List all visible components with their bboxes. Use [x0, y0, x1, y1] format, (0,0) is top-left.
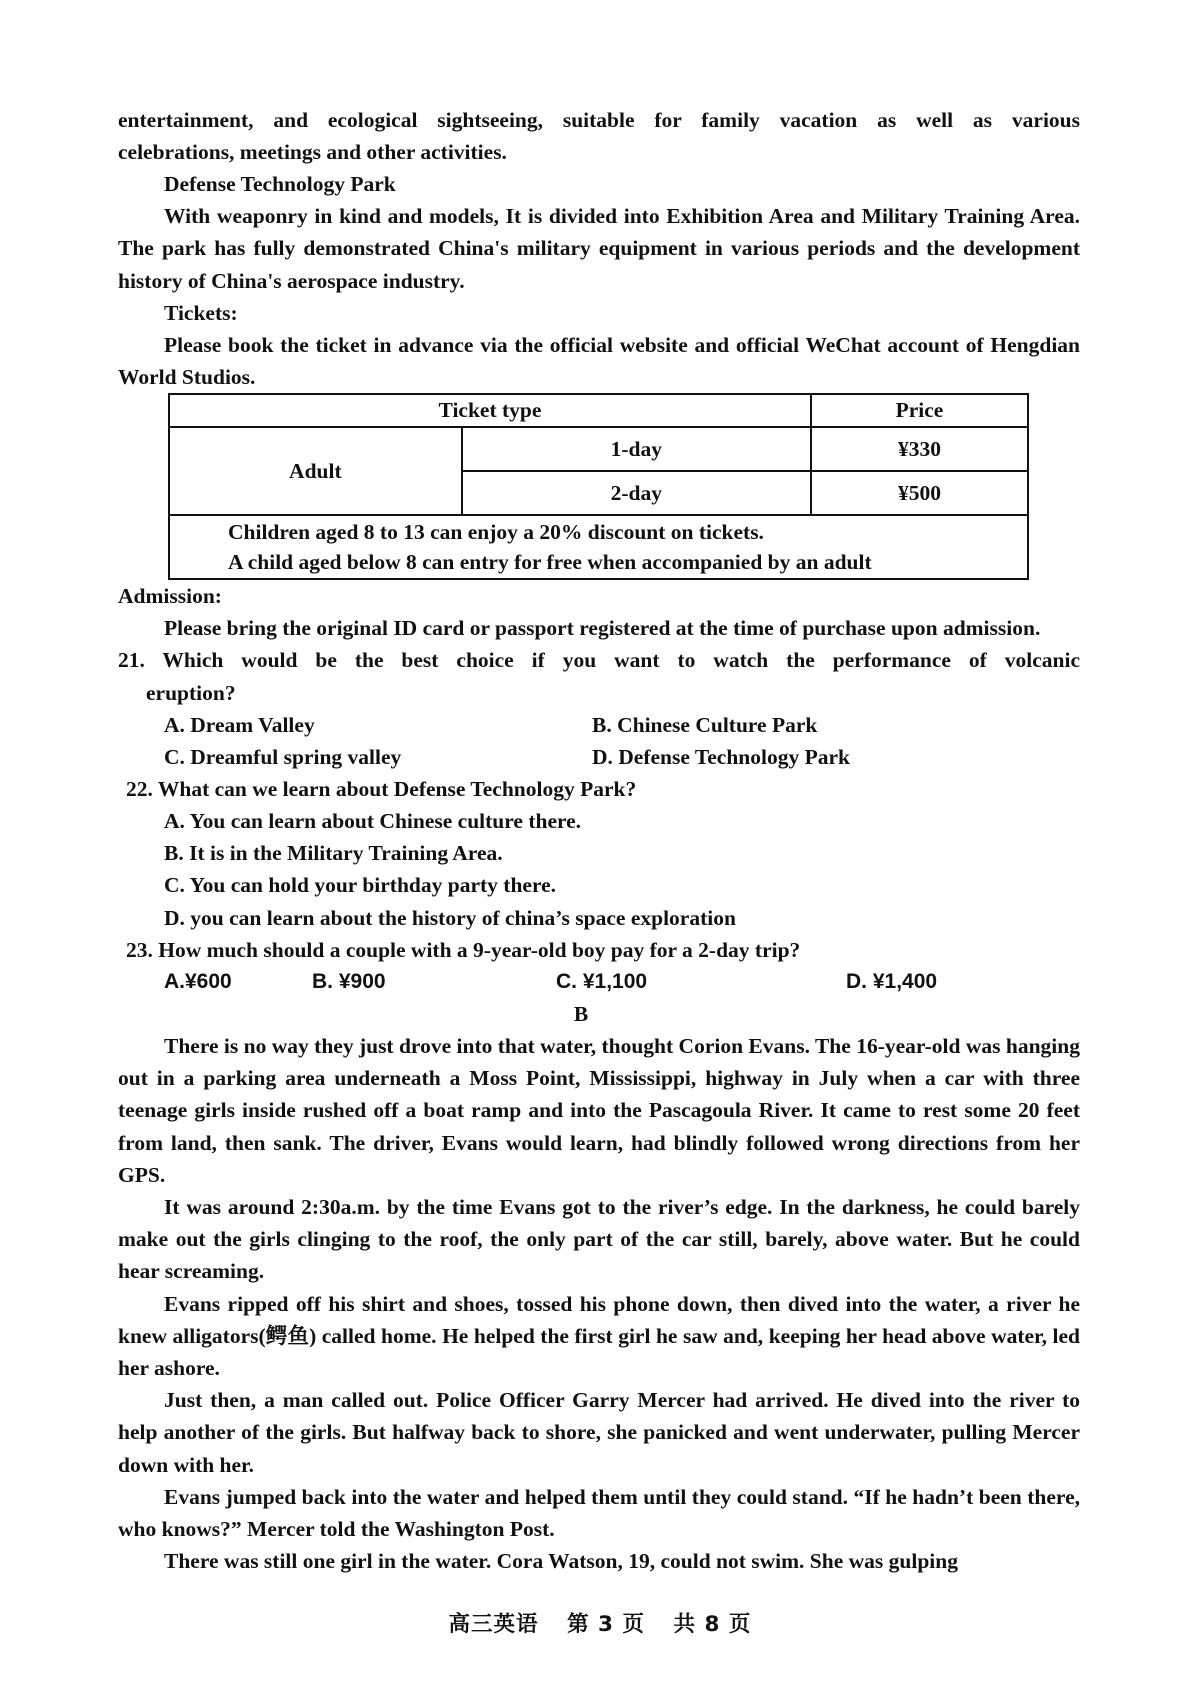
option-row: [164, 709, 1080, 741]
discount-note-cell: [169, 515, 1028, 579]
ticket-table: [168, 393, 1029, 580]
question-23-stem: 23. How much should a couple with a 9-year-old boy pay for a 2-day trip?: [126, 937, 801, 962]
option-a[interactable]: A. You can learn about Chinese culture there.: [164, 809, 582, 834]
footer-page-number: 第 3 页: [567, 1612, 645, 1637]
question-22-options: [118, 805, 1080, 934]
passage-paragraph-6: There was still one girl in the water. Cora Watson, 19, could not swim. She was gulping: [164, 1549, 958, 1574]
footer-total-pages: 共 8 页: [673, 1612, 752, 1637]
option-d[interactable]: D. ¥1,400: [846, 969, 938, 993]
price-cell: ¥500: [811, 471, 1028, 515]
option-b[interactable]: B. Chinese Culture Park: [592, 712, 818, 737]
document-page: [118, 104, 1080, 1578]
ticket-table-header: [169, 394, 1028, 427]
duration-cell: 2-day: [462, 471, 811, 515]
tickets-heading: Tickets:: [164, 300, 238, 325]
question-21: [118, 644, 1080, 773]
defense-park-description: With weaponry in kind and models, It is divided into Exhibition Area and Military Training Area. The park has fully demonstrated China's military equipment in various periods and the development history of China's aerospace industry.: [118, 204, 1080, 293]
ticket-type-header: Ticket type: [169, 394, 811, 427]
option-b[interactable]: B. It is in the Military Training Area.: [164, 841, 503, 866]
passage-paragraph-1: There is no way they just drove into that water, thought Corion Evans. The 16-year-old was hanging out in a parking area underneath a Moss Point, Mississippi, highway in July when a car with three teenage girls inside rushed off a boat ramp and into the Pascagoula River. It came to rest some 20 feet from land, then sank. The driver, Evans would learn, had blindly followed wrong directions from her GPS.: [118, 1034, 1080, 1187]
adult-category-cell: Adult: [169, 427, 462, 515]
option-d[interactable]: D. you can learn about the history of china’s space exploration: [164, 905, 736, 930]
question-22: [118, 773, 1080, 934]
option-c[interactable]: C. ¥1,100: [556, 969, 648, 993]
table-row: [169, 427, 1028, 471]
question-21-options: [118, 709, 1080, 773]
admission-heading: Admission:: [118, 584, 222, 609]
page-footer: [0, 1607, 1200, 1638]
tickets-text: Please book the ticket in advance via the official website and official WeChat account of Hengdian World Studios.: [118, 332, 1080, 390]
price-cell: ¥330: [811, 427, 1028, 471]
option-c[interactable]: C. You can hold your birthday party there.: [164, 873, 557, 898]
option-c[interactable]: C. Dreamful spring valley: [164, 744, 402, 769]
question-23-options: [118, 966, 1080, 998]
duration-cell: 1-day: [462, 427, 811, 471]
price-header: Price: [811, 394, 1028, 427]
footer-subject: 高三英语: [448, 1612, 539, 1637]
option-d[interactable]: D. Defense Technology Park: [592, 744, 850, 769]
section-b-heading: B: [573, 1002, 589, 1027]
admission-text: Please bring the original ID card or passport registered at the time of purchase upon admission.: [164, 616, 1041, 641]
discount-note-line-1: Children aged 8 to 13 can enjoy a 20% discount on tickets.: [228, 520, 764, 545]
option-a[interactable]: A.¥600: [164, 969, 232, 993]
passage-paragraph-4: Just then, a man called out. Police Officer Garry Mercer had arrived. He dived into the river to help another of the girls. But halfway back to shore, she panicked and went underwater, pulling Mercer down with her.: [118, 1388, 1080, 1477]
intro-line-1: entertainment, and ecological sightseeing, suitable for family vacation as well as various: [118, 108, 1080, 132]
defense-park-title: Defense Technology Park: [164, 172, 396, 197]
option-b[interactable]: B. ¥900: [312, 969, 386, 993]
question-21-stem-line-1: 21. Which would be the best choice if you want to watch the performance of volcanic: [118, 648, 1080, 673]
option-a[interactable]: A. Dream Valley: [164, 712, 315, 737]
question-21-stem-line-2: eruption?: [146, 680, 236, 705]
passage-paragraph-3: Evans ripped off his shirt and shoes, tossed his phone down, then dived into the water, a river he knew alligators(鳄鱼) called home. He helped the first girl he saw and, keeping her head above water, led her ashore.: [118, 1291, 1080, 1381]
intro-line-2: celebrations, meetings and other activities.: [118, 140, 507, 165]
question-23: [118, 934, 1080, 998]
discount-note-line-2: A child aged below 8 can entry for free when accompanied by an adult: [228, 550, 872, 575]
question-22-stem: 22. What can we learn about Defense Technology Park?: [126, 777, 637, 802]
passage-paragraph-2: It was around 2:30a.m. by the time Evans got to the river’s edge. In the darkness, he could barely make out the girls clinging to the roof, the only part of the car still, barely, above water. But he could hear screaming.: [118, 1195, 1080, 1284]
passage-paragraph-5: Evans jumped back into the water and helped them until they could stand. “If he hadn’t been there, who knows?” Mercer told the Washington Post.: [118, 1484, 1080, 1542]
table-note-row: [169, 515, 1028, 579]
option-row: [164, 741, 1080, 773]
